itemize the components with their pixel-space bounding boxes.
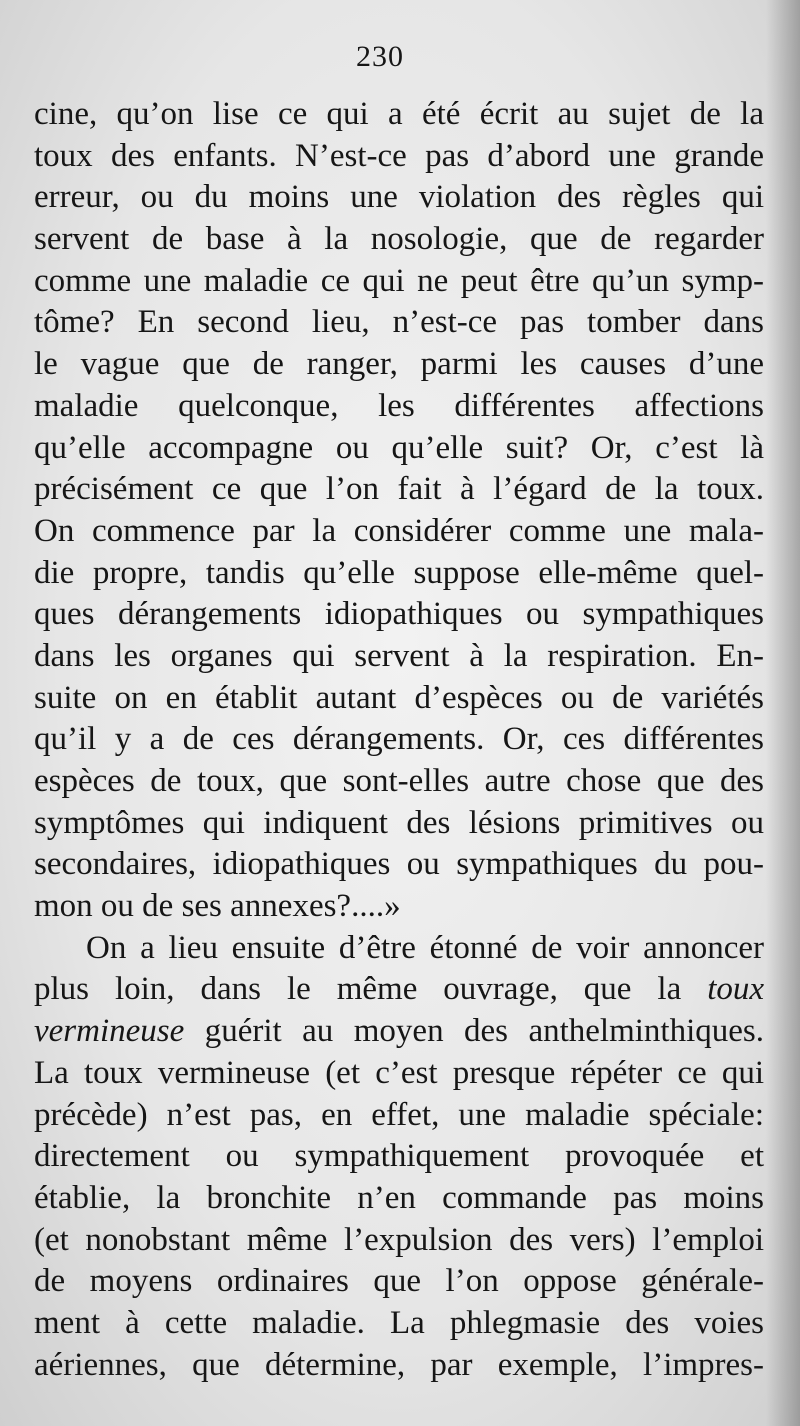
text-line: [34, 969, 764, 1011]
text-line: On commence par la considérer comme une mala-: [34, 512, 764, 549]
text-line: La toux vermineuse (et c’est presque répéter ce qui: [34, 1054, 764, 1091]
text-line: [34, 1011, 764, 1053]
paragraph: [34, 928, 764, 1387]
text-line: précède) n’est pas, en effet, une maladie spéciale:: [34, 1096, 764, 1133]
text-line: (et nonobstant même l’expulsion des vers) l’emploi: [34, 1221, 764, 1258]
text-line: qu’il y a de ces dérangements. Or, ces différentes: [34, 721, 764, 758]
text-line: On a lieu ensuite d’être étonné de voir annoncer: [86, 929, 764, 966]
text-line: ques dérangements idiopathiques ou sympathiques: [34, 596, 764, 633]
text-line: espèces de toux, que sont-elles autre chose que des: [34, 763, 764, 799]
text-line: précisément ce que l’on fait à l’égard de la toux.: [34, 471, 764, 508]
text-line: cine, qu’on lise ce qui a été écrit au sujet de la: [34, 96, 764, 132]
text-line: le vague que de ranger, parmi les causes d’une: [34, 346, 764, 383]
text-line: aériennes, que détermine, par exemple, l’impres-: [34, 1346, 764, 1383]
text-segment: guérit au moyen des anthelminthiques.: [184, 1013, 764, 1050]
text-line: ment à cette maladie. La phlegmasie des voies: [34, 1304, 764, 1341]
text-line: tôme? En second lieu, n’est-ce pas tomber dans: [34, 304, 764, 341]
italic-term: vermineuse: [34, 1013, 185, 1050]
text-line: de moyens ordinaires que l’on oppose générale-: [34, 1263, 764, 1300]
text-line: mon ou de ses annexes?....»: [34, 888, 401, 925]
text-line: dans les organes qui servent à la respiration. En-: [34, 637, 764, 674]
paragraph: [34, 94, 764, 928]
text-line: directement ou sympathiquement provoquée et: [34, 1138, 764, 1175]
body-text: [34, 94, 764, 1386]
text-line: comme une maladie ce qui ne peut être qu’un symp-: [34, 262, 764, 299]
text-line: die propre, tandis qu’elle suppose elle-même quel-: [34, 554, 764, 591]
page-number: 230: [356, 40, 404, 73]
italic-term: toux: [707, 971, 765, 1008]
text-line: suite on en établit autant d’espèces ou de variétés: [34, 679, 764, 716]
text-line: erreur, ou du moins une violation des règles qui: [34, 179, 764, 216]
text-line: qu’elle accompagne ou qu’elle suit? Or, c’est là: [34, 429, 764, 466]
text-line: symptômes qui indiquent des lésions primitives ou: [34, 804, 764, 841]
text-line: secondaires, idiopathiques ou sympathiques du pou-: [34, 846, 764, 883]
text-segment: plus loin, dans le même ouvrage, que la: [34, 971, 682, 1008]
text-line: maladie quelconque, les différentes affections: [34, 387, 764, 424]
text-line: établie, la bronchite n’en commande pas moins: [34, 1179, 764, 1216]
text-line: toux des enfants. N’est-ce pas d’abord une grande: [34, 137, 764, 174]
text-line: servent de base à la nosologie, que de regarder: [34, 221, 764, 258]
